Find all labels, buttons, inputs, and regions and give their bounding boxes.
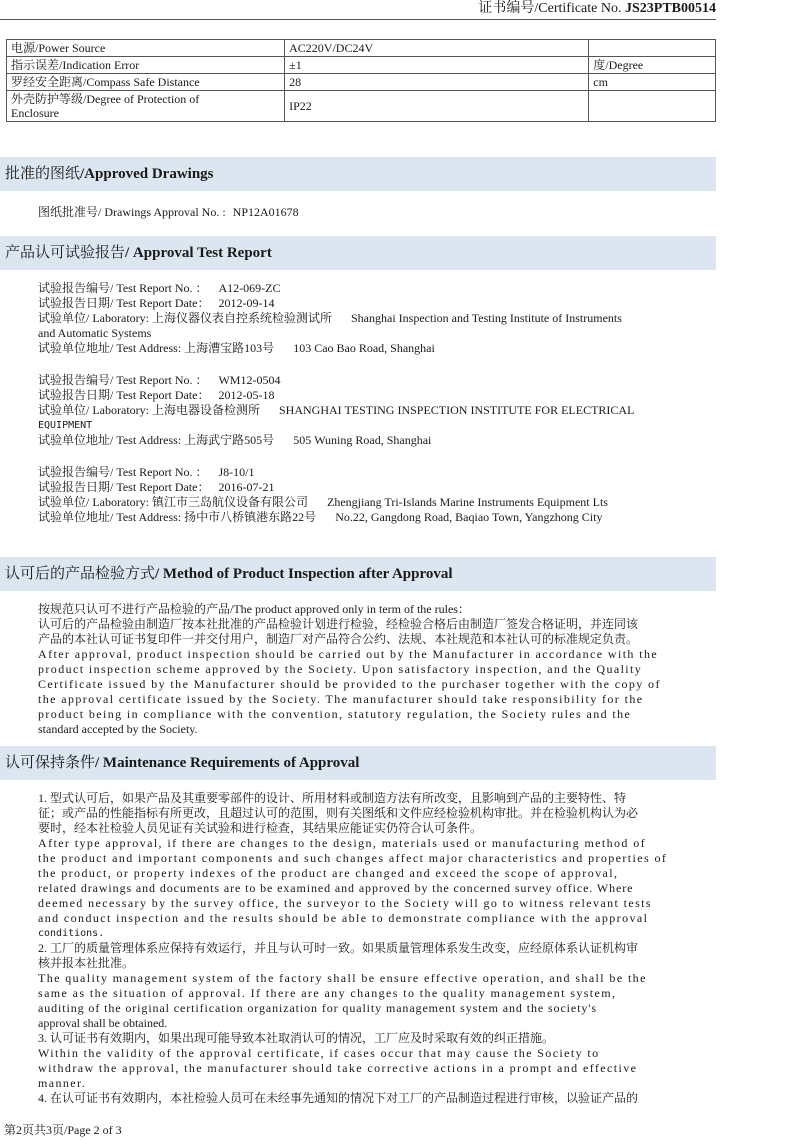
paragraph-line: After type approval, if there are changes to the design, materials used or manufacturing method of [38,836,647,850]
section-title-cn: 认可后的产品检验方式 [5,566,156,582]
spec-value: ±1 [285,57,589,74]
report-address-cn: 上海漕宝路103号 [184,341,275,355]
report-date-label: 试验报告日期/ Test Report Date： [38,388,210,402]
report-lab-en-continued: EQUIPMENT [38,420,93,431]
report-date-line [38,480,710,495]
inspection-method-text [38,602,710,737]
table-row [7,91,716,122]
report-number-line [38,373,710,388]
paragraph-line: the approval certificate issued by the Society. The manufacturer should take responsibility for the [38,692,644,706]
report-address-label: 试验单位地址/ Test Address: [38,341,182,355]
paragraph-line: 3. 认可证书有效期内，如果出现可能导致本社取消认可的情况，工厂应及时采取有效的纠正措施。 [38,1031,555,1045]
paragraph-line: auditing of the original certification organization for quality management system and the society's [38,1001,597,1015]
section-title-cn: 批准的图纸 [5,166,81,182]
paragraph-line: 要时，经本社检验人员见证有关试验和进行检查，其结果应能证实仍符合认可条件。 [38,821,483,835]
report-number: A12-069-ZC [218,281,281,295]
section-title-en: / Method of Product Inspection after Approval [155,566,453,582]
report-lab-cn: 镇江市三岛航仪设备有限公司 [151,495,308,509]
report-address-cn: 扬中市八桥镇港东路22号 [184,510,317,524]
report-number-label: 试验报告编号/ Test Report No. ： [38,281,208,295]
table-row [7,74,716,91]
paragraph-line: manner. [38,1076,87,1090]
section-title-cn: 产品认可试验报告 [5,245,126,261]
paragraph-line: and conduct inspection and the results should be able to demonstrate compliance with the approval [38,911,649,925]
certificate-number-header [478,0,716,20]
report-address-label: 试验单位地址/ Test Address: [38,433,182,447]
report-lab-label: 试验单位/ Laboratory: [38,495,149,509]
paragraph-line: withdraw the approval, the manufacturer should take corrective actions in a prompt and effective [38,1061,638,1075]
report-lab-cn: 上海电器设备检测所 [151,403,260,417]
certificate-number: JS23PTB00514 [624,1,716,16]
report-number-line [38,281,710,296]
paragraph-line: approval shall be obtained. [38,1016,168,1030]
report-date: 2016-07-21 [218,480,275,494]
report-address-cn: 上海武宁路505号 [184,433,275,447]
paragraph-line: The quality management system of the factory shall be ensure effective operation, and shall be the [38,971,647,985]
report-number-line [38,465,710,480]
report-number-label: 试验报告编号/ Test Report No. ： [38,465,208,479]
header-divider [0,19,716,20]
spec-value: AC220V/DC24V [285,40,589,57]
specification-table [6,39,716,122]
report-lab-label: 试验单位/ Laboratory: [38,311,149,325]
section-title-en: / Approval Test Report [125,245,272,261]
spec-name: 指示误差/Indication Error [7,57,285,74]
paragraph-line: 2. 工厂的质量管理体系应保持有效运行，并且与认可时一致。如果质量管理体系发生改变，应经原体系认证机构审 [38,941,639,955]
report-number: WM12-0504 [218,373,281,387]
report-lab-en: Shanghai Inspection and Testing Institute of Instruments [351,311,622,325]
paragraph-line: 征；或产品的性能指标有所更改，且超过认可的范围，则有关图纸和文件应经检验机构审批。并在检验机构认为必 [38,806,639,820]
report-lab-en-continued: and Automatic Systems [38,326,152,340]
certificate-number-label: 证书编号/Certificate No. [478,1,622,16]
paragraph-line: same as the situation of approval. If there are any changes to the quality management system, [38,986,617,1000]
report-address-line [38,341,710,356]
paragraph-line: the product and important components and such changes affect major characteristics and properties of [38,851,668,865]
report-address-line [38,510,710,525]
report-date: 2012-09-14 [218,296,275,310]
drawings-approval-number: NP12A01678 [232,205,299,219]
spec-value: 28 [285,74,589,91]
paragraph-line: deemed necessary by the survey office, the surveyor to the Society will go to witness relevant tests [38,896,652,910]
report-date: 2012-05-18 [218,388,275,402]
report-lab-line [38,311,710,326]
paragraph-line: 产品的本社认可证书复印件一并交付用户，制造厂对产品符合公约、法规、本社规范和本社认可的标准规定负责。 [38,632,639,646]
section-title-cn: 认可保持条件 [5,755,96,771]
section-inspection-method [0,557,716,591]
report-date-line [38,296,710,311]
spec-name: 电源/Power Source [7,40,285,57]
paragraph-line: 1. 型式认可后，如果产品及其重要零部件的设计、所用材料或制造方法有所改变，且影响到产品的主要特性、特 [38,791,627,805]
drawings-approval-block [38,205,710,220]
section-approval-test-report [0,236,716,270]
report-lab-line [38,495,710,510]
spec-unit: cm [589,74,716,91]
table-row [7,40,716,57]
section-title-en: /Approved Drawings [80,166,214,182]
report-lab-label: 试验单位/ Laboratory: [38,403,149,417]
report-address-line [38,433,710,448]
paragraph-line: 按规范只认可不进行产品检验的产品/The product approved only in term of the rules： [38,602,470,616]
paragraph-line: After approval, product inspection should be carried out by the Manufacturer in accordance with the [38,647,659,661]
paragraph-line: 核并报本社批准。 [38,956,135,970]
paragraph-line: 认可后的产品检验由制造厂按本社批准的产品检验计划进行检验，经检验合格后由制造厂签发合格证明，并连同该 [38,617,639,631]
report-address-en: 103 Cao Bao Road, Shanghai [293,341,435,355]
maintenance-requirements-text [38,791,710,1106]
spec-unit: 度/Degree [589,57,716,74]
spec-unit [589,91,716,122]
section-maintenance-requirements [0,746,716,780]
page-number: 第2页共3页/Page 2 of 3 [4,1123,122,1137]
paragraph-line: conditions. [38,928,105,939]
report-address-en: 505 Wuning Road, Shanghai [293,433,432,447]
paragraph-line: Certificate issued by the Manufacturer should be provided to the purchaser together with the copy of [38,677,661,691]
section-title-en: / Maintenance Requirements of Approval [95,755,360,771]
paragraph-line: product inspection scheme approved by the Society. Upon satisfactory inspection, and the Quality [38,662,643,676]
drawings-approval-label: 图纸批准号/ Drawings Approval No. : [38,205,226,219]
paragraph-line: standard accepted by the Society. [38,722,198,736]
test-report-list [38,281,710,525]
drawings-approval-line [38,205,710,220]
report-lab-en: Zhengjiang Tri-Islands Marine Instruments Equipment Lts [327,495,608,509]
report-address-en: No.22, Gangdong Road, Baqiao Town, Yangzhong City [335,510,603,524]
spec-value: IP22 [285,91,589,122]
spec-name-line: Enclosure [11,106,59,120]
paragraph-line: Within the validity of the approval certificate, if cases occur that may cause the Society to [38,1046,600,1060]
report-lab-en: SHANGHAI TESTING INSPECTION INSTITUTE FOR ELECTRICAL [279,403,635,417]
paragraph-line: product being in compliance with the convention, statutory regulation, the Society rules and the [38,707,632,721]
section-approved-drawings [0,157,716,191]
report-lab-cn: 上海仪器仪表自控系统检验测试所 [151,311,332,325]
spec-name-line: 外壳防护等级/Degree of Protection of [11,92,200,106]
paragraph-line: 4. 在认可证书有效期内，本社检验人员可在未经事先通知的情况下对工厂的产品制造过程进行审核，以验证产品的 [38,1091,639,1105]
table-row [7,57,716,74]
report-date-line [38,388,710,403]
report-date-label: 试验报告日期/ Test Report Date： [38,296,210,310]
report-lab-line [38,403,710,418]
paragraph-line: related drawings and documents are to be examined and approved by the concerned survey office. Where [38,881,634,895]
report-date-label: 试验报告日期/ Test Report Date： [38,480,210,494]
spec-unit [589,40,716,57]
spec-name [7,91,285,122]
report-number-label: 试验报告编号/ Test Report No. ： [38,373,208,387]
paragraph-line: the product, or property indexes of the product are changed and exceed the scope of approval, [38,866,619,880]
spec-name: 罗经安全距离/Compass Safe Distance [7,74,285,91]
report-address-label: 试验单位地址/ Test Address: [38,510,182,524]
report-number: J8-10/1 [218,465,255,479]
